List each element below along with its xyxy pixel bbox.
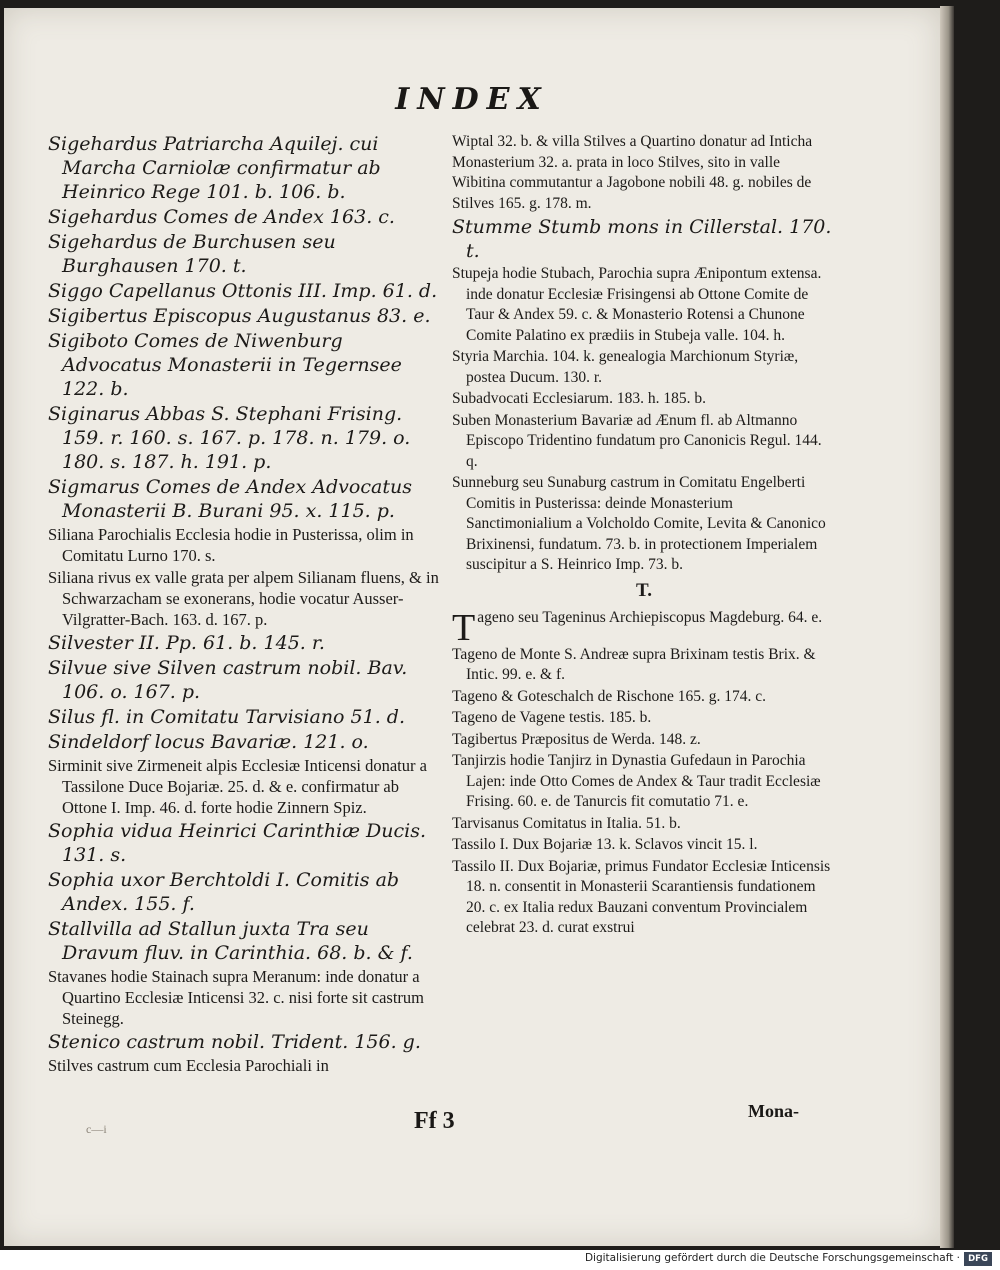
index-entry: Tassilo I. Dux Bojariæ 13. k. Sclavos vincit 15. l. [452,836,758,853]
index-entry: Sunneburg seu Sunaburg castrum in Comitatu Engelberti Comitis in Pusterissa: deinde Monasterium Sanctimonialium a Volcholdo Comite, Levita & Canonico Brixinensi, fundatum. 73. b. in protectionem Imperialem suscipitur a S. Heinrico Imp. 73. b. [452,474,826,573]
index-entry: Stenico castrum nobil. Trident. 156. g. [48,1031,421,1053]
index-entry: Tageno & Goteschalch de Rischone 165. g. 174. c. [452,687,767,705]
index-entry: Tassilo II. Dux Bojariæ, primus Fundator Ecclesiæ Inticensis 18. n. consentit in Monasterii Scarantiensis fundationem 20. c. ex Italia redux Bauzani conventum Provincialem celebrat 23. d. curat exstrui [452,857,831,936]
index-entry: Tarvisanus Comitatus in Italia. 51. b. [452,814,681,832]
index-entry: Sigehardus Comes de Andex 163. c. [48,206,395,228]
index-entry: Silvester II. Pp. 61. b. 145. r. [48,632,325,654]
index-entry: Siginarus Abbas S. Stephani Frising. 159. r. 160. s. 167. p. 178. n. 179. o. 180. s. 187. h. 191. p. [48,403,411,473]
digitization-credit: Digitalisierung gefördert durch die Deutsche Forschungsgemeinschaft · [584,1252,960,1264]
drop-cap: T [452,606,476,649]
index-entry: Stupeja hodie Stubach, Parochia supra Ænipontum extensa. inde donatur Ecclesiæ Frisingensi ab Ottone Comite de Taur & Andex 59. c. & Monasterio Rotensi a Chunone Comite Palatino ex prædiis in Stubeja valle. 104. h. [452,265,822,344]
index-entry: Sigehardus de Burchusen seu Burghausen 170. t. [48,231,336,277]
index-entry: Styria Marchia. 104. k. genealogia Marchionum Styriæ, postea Ducum. 130. r. [452,348,799,386]
dfg-logo-icon: DFG [964,1252,992,1266]
index-entry: Tageno de Vagene testis. 185. b. [452,709,652,726]
index-entry: Sigehardus Patriarcha Aquilej. cui Marcha Carniolæ confirmatur ab Heinrico Rege 101. b. 106. b. [48,133,381,203]
index-entry: Stavanes hodie Stainach supra Meranum: inde donatur a Quartino Ecclesiæ Inticensi 32. c. nisi forte sit castrum Steinegg. [48,967,424,1028]
index-entry: Stumme Stumb mons in Cillerstal. 170. t. [452,216,832,262]
index-entry: Silus fl. in Comitatu Tarvisiano 51. d. [48,706,405,728]
index-entry: Sindeldorf locus Bavariæ. 121. o. [48,731,369,753]
index-entry-text: ageno seu Tageninus Archiepiscopus Magdeburg. 64. e. [477,608,823,626]
index-entry: Sigibertus Episcopus Augustanus 83. e. [48,305,431,327]
index-entry: Silvue sive Silven castrum nobil. Bav. 106. o. 167. p. [48,657,408,703]
index-entry: Tageno de Monte S. Andreæ supra Brixinam testis Brix. & Intic. 99. e. & f. [452,645,816,683]
index-entry: Sigmarus Comes de Andex Advocatus Monasterii B. Burani 95. x. 115. p. [48,476,412,522]
left-column [48,132,448,1077]
index-entry: Stilves castrum cum Ecclesia Parochiali in [48,1056,329,1075]
index-entry: Suben Monasterium Bavariæ ad Ænum fl. ab Altmanno Episcopo Tridentino fundatum pro Canonicis Regul. 144. q. [452,411,822,470]
credit-strip [0,1250,1000,1270]
index-entry: Tanjirzis hodie Tanjirz in Dynastia Gufedaun in Parochia Lajen: inde Otto Comes de Andex & Taur tradit Ecclesiæ Frising. 60. e. de Tanurcis fit comutatio 71. e. [452,752,821,810]
right-column [452,132,836,940]
page-header: INDEX [395,82,549,117]
index-entry-continued: Wiptal 32. b. & villa Stilves a Quartino donatur ad Inticha Monasterium 32. a. prata in loco Stilves, sito in valle Wibitina commutantur a Jagobone nobili 48. g. nobiles de Stilves 165. g. 178. m. [452,133,813,212]
index-entry: Siggo Capellanus Ottonis III. Imp. 61. d. [48,280,438,302]
index-entry: Sirminit sive Zirmeneit alpis Ecclesiæ Inticensi donatur a Tassilone Duce Bojariæ. 25. d. & e. confirmatur ab Ottone I. Imp. 46. d. forte hodie Zinnern Spiz. [48,756,427,817]
index-entry: Siliana Parochialis Ecclesia hodie in Pusterissa, olim in Comitatu Lurno 170. s. [48,525,414,565]
index-entry: Stallvilla ad Stallun juxta Tra seu Dravum fluv. in Carinthia. 68. b. & f. [48,918,413,964]
margin-mark: c—i [86,1122,107,1136]
section-letter: T. [635,579,652,601]
index-entry: Sophia vidua Heinrici Carinthiæ Ducis. 131. s. [48,820,427,866]
page-edge [940,6,954,1248]
index-entry: Sophia uxor Berchtoldi I. Comitis ab Andex. 155. f. [48,869,400,915]
index-entry: Siliana rivus ex valle grata per alpem Silianam fluens, & in Schwarzacham se exonerans, hodie vocatur Ausser-Vilgratter-Bach. 163. d. 167. p. [48,568,439,629]
index-entry-first [452,606,836,649]
book-page [4,8,940,1246]
index-entry: Sigiboto Comes de Niwenburg Advocatus Monasterii in Tegernsee 122. b. [48,330,402,400]
catchword: Mona- [748,1101,799,1121]
signature-mark: Ff 3 [414,1108,455,1134]
index-entry: Subadvocati Ecclesiarum. 183. h. 185. b. [452,390,706,407]
index-entry: Tagibertus Præpositus de Werda. 148. z. [452,730,701,748]
